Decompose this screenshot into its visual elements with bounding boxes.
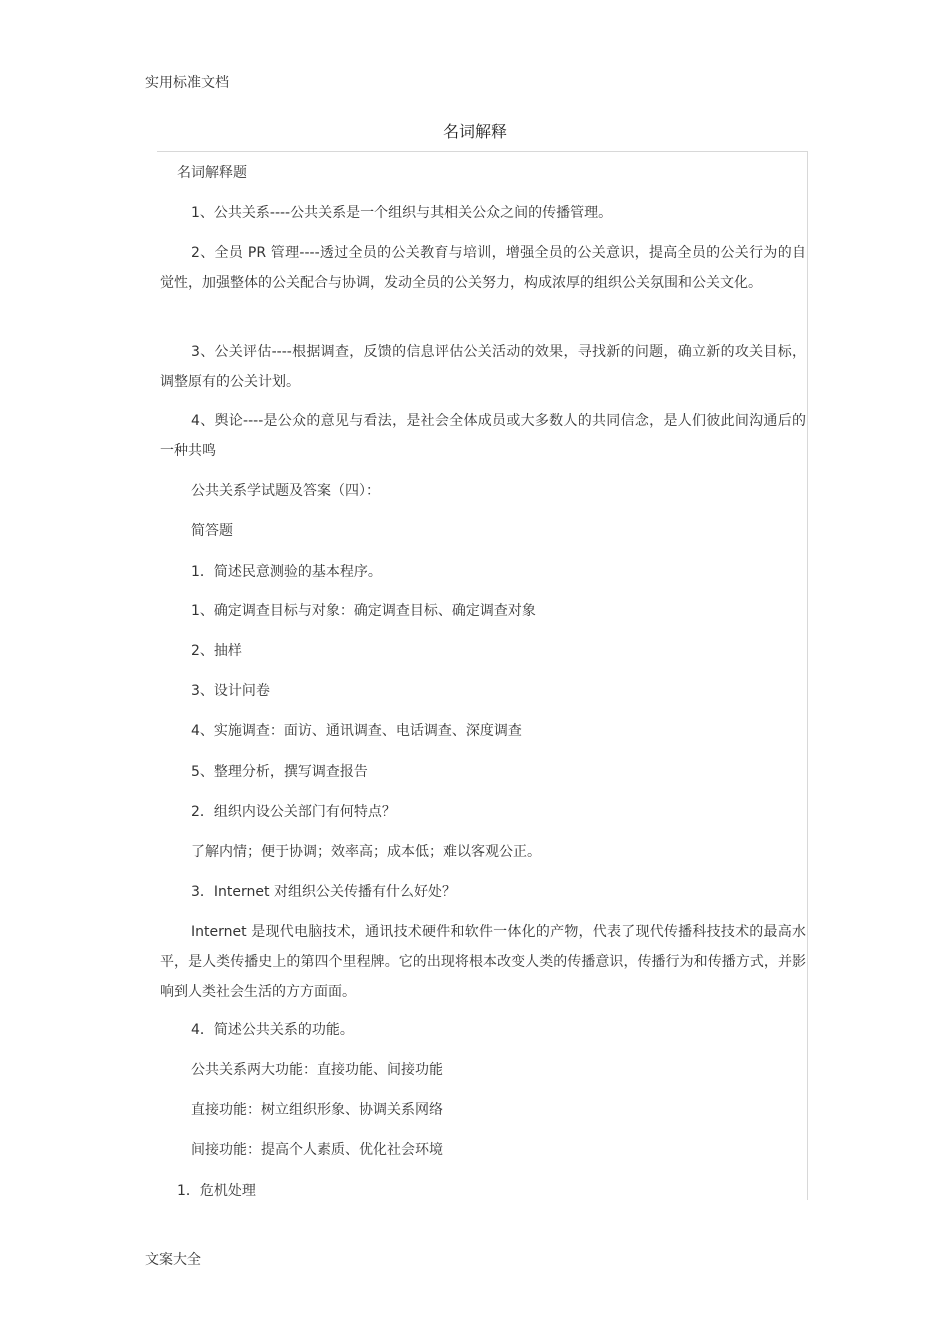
q2-answer: 了解内情；便于协调；效率高；成本低；难以客观公正。 [191, 844, 541, 860]
q3-answer: Internet 是现代电脑技术，通讯技术硬件和软件一体化的产物，代表了现代传播科技技术的最高水平，是人类传播史上的第四个里程牌。它的出现将根本改变人类的传播意识，传播行为和传播方式，并影响到人类社会生活的方方面面。 [160, 924, 806, 1000]
page-footer: 文案大全 [145, 1252, 201, 1268]
definition-3: 3、公关评估----根据调查，反馈的信息评估公关活动的效果，寻找新的问题，确立新的攻关目标，调整原有的公关计划。 [160, 344, 806, 390]
section-heading: 名词解释题 [177, 165, 247, 181]
definition-4: 4、舆论----是公众的意见与看法，是社会全体成员或大多数人的共同信念，是人们彼此间沟通后的一种共鸣 [160, 413, 806, 459]
short-answer-heading: 简答题 [191, 523, 233, 539]
q1-step: 5、整理分析，撰写调查报告 [191, 764, 368, 780]
content-box [157, 151, 808, 1200]
q4-line: 直接功能：树立组织形象、协调关系网络 [191, 1102, 443, 1118]
question-3: 3．Internet 对组织公关传播有什么好处？ [191, 884, 456, 900]
q4-line: 公共关系两大功能：直接功能、间接功能 [191, 1062, 443, 1078]
exam-title: 公共关系学试题及答案（四）： [191, 483, 380, 499]
q1-step: 2、抽样 [191, 643, 242, 659]
document-title: 名词解释 [442, 122, 507, 141]
definition-1: 1、公共关系----公共关系是一个组织与其相关公众之间的传播管理。 [191, 205, 613, 221]
question-4: 4．简述公共关系的功能。 [191, 1022, 354, 1038]
last-item: 1．危机处理 [177, 1183, 256, 1199]
q4-line: 间接功能：提高个人素质、优化社会环境 [191, 1142, 443, 1158]
definition-2: 2、全员 PR 管理----透过全员的公关教育与培训，增强全员的公关意识，提高全员的公关行为的自觉性，加强整体的公关配合与协调，发动全员的公关努力，构成浓厚的组织公关氛围和公关文化。 [160, 245, 806, 291]
q1-step: 3、设计问卷 [191, 683, 270, 699]
q1-step: 4、实施调查：面访、通讯调查、电话调查、深度调查 [191, 723, 522, 739]
page-header: 实用标准文档 [145, 75, 229, 91]
question-2: 2．组织内设公关部门有何特点？ [191, 804, 396, 820]
question-1: 1．简述民意测验的基本程序。 [191, 564, 382, 580]
q1-step: 1、确定调查目标与对象：确定调查目标、确定调查对象 [191, 603, 536, 619]
